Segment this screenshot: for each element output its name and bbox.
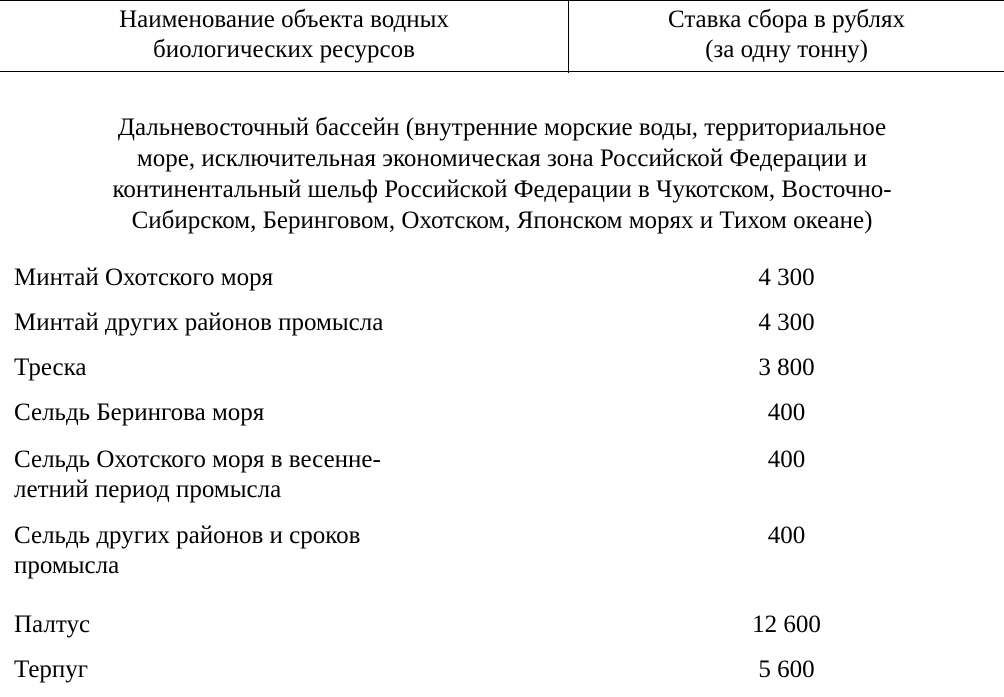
row-object-name [14, 610, 554, 640]
row-object-name [14, 263, 554, 293]
header-object-name-line: Наименование объекта водных [119, 6, 449, 33]
row-object-name-line: Сельдь Охотского моря в весенне- [14, 446, 381, 473]
row-object-name [14, 655, 554, 685]
row-rate: 5 600 [758, 656, 815, 683]
section-title-line: континентальный шельф Российской Федерации в Чукотском, Восточно- [112, 176, 892, 203]
row-object-name-line: Минтай других районов промысла [14, 309, 384, 336]
row-object-name [14, 353, 554, 383]
row-rate: 4 300 [758, 309, 815, 336]
row-object-name-line: Сельдь других районов и сроков [14, 522, 361, 549]
row-rate: 400 [767, 399, 806, 426]
header-rate-line: Ставка сбора в рублях [667, 6, 906, 33]
header-object-name-line: биологических ресурсов [153, 36, 415, 63]
row-object-name [14, 521, 554, 581]
row-rate: 400 [767, 522, 806, 549]
row-rate: 400 [767, 446, 806, 473]
header-rate-line: (за одну тонну) [705, 36, 868, 63]
section-title-far-east-basin [0, 112, 1004, 236]
section-title-line: Дальневосточный бассейн (внутренние морские воды, территориальное [117, 114, 887, 141]
row-object-name-line: Сельдь Берингова моря [14, 399, 265, 426]
row-object-name [14, 308, 554, 338]
row-object-name-line: Треска [14, 354, 87, 381]
header-object-name [0, 5, 568, 65]
row-object-name-line: летний период промысла [14, 476, 282, 503]
row-rate: 3 800 [758, 354, 815, 381]
row-object-name-line: Палтус [14, 611, 91, 638]
row-object-name [14, 445, 554, 505]
table-header [0, 0, 1004, 72]
section-title-line: Сибирском, Беринговом, Охотском, Японском морях и Тихом океане) [131, 207, 873, 234]
header-rate [569, 5, 1004, 65]
row-object-name-line: Минтай Охотского моря [14, 264, 274, 291]
row-rate: 12 600 [752, 611, 821, 638]
row-rate: 4 300 [758, 264, 815, 291]
row-object-name-line: промысла [14, 552, 120, 579]
section-title-line: море, исключительная экономическая зона Российской Федерации и [136, 145, 868, 172]
row-object-name [14, 398, 554, 428]
row-object-name-line: Терпуг [14, 656, 89, 683]
